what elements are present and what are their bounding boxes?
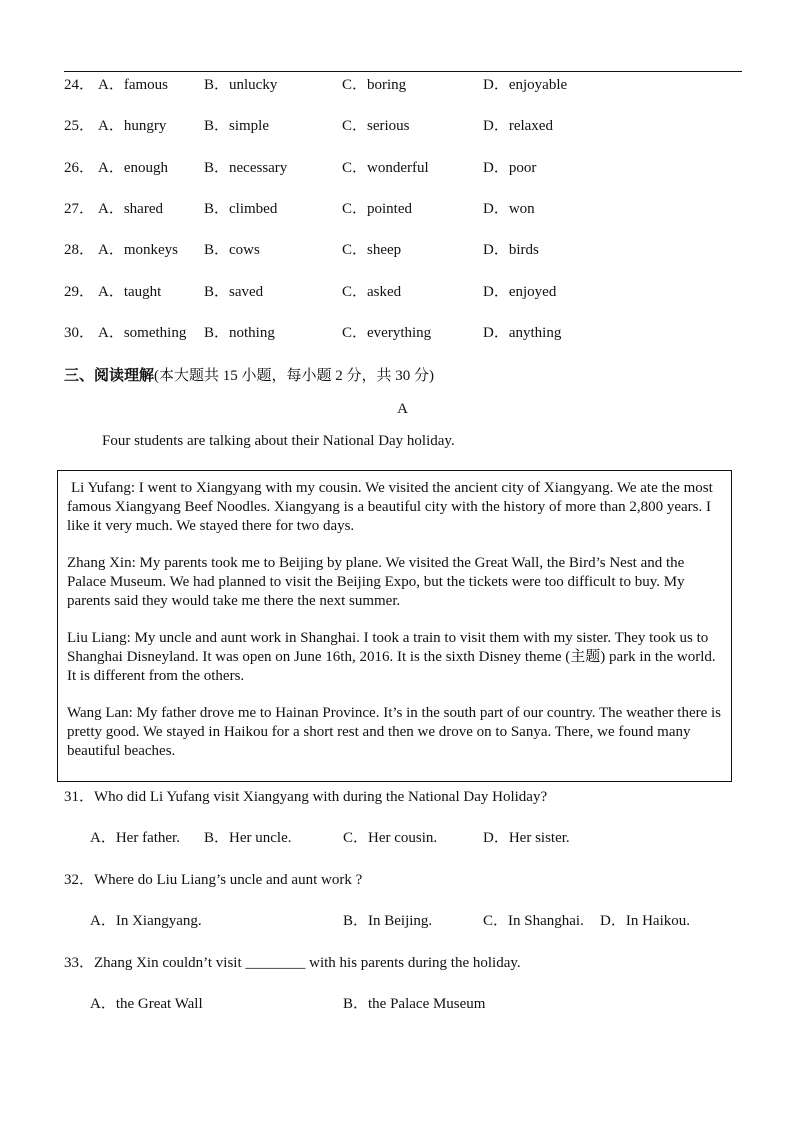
section-note: (本大题共 15 小题，每小题 2 分，共 30 分) — [154, 368, 435, 384]
question-number: 24． — [64, 77, 95, 93]
option-b: B．necessary — [204, 160, 288, 176]
option-b: B．saved — [204, 284, 264, 300]
section-heading — [64, 367, 434, 386]
question-number: 30． — [64, 325, 95, 341]
option-c: C．everything — [342, 325, 432, 341]
passage-paragraph: Liu Liang: My uncle and aunt work in Shanghai. I took a train to visit them with my sister. They took us to Shanghai Disneyland. It was open on June 16th, 2016. It is the sixth Disney theme (主题) park in the world. It is different from the others. — [67, 630, 716, 684]
option-a: A．famous — [98, 77, 168, 93]
option-d: D．poor — [483, 160, 537, 176]
option-a: A．monkeys — [98, 242, 178, 258]
option-a: A．something — [98, 325, 187, 341]
question-number: 25． — [64, 118, 95, 134]
option-c: C．asked — [342, 284, 402, 300]
option-b: B．climbed — [204, 201, 278, 217]
option-c: C．pointed — [342, 201, 412, 217]
question-stem-33: 33．Zhang Xin couldn’t visit ________ with his parents during the holiday. — [64, 955, 521, 971]
q33-option-a: A．the Great Wall — [90, 996, 203, 1012]
option-b: B．simple — [204, 118, 270, 134]
option-b: B．nothing — [204, 325, 275, 341]
option-c: C．wonderful — [342, 160, 429, 176]
q32-option-d: D．In Haikou. — [600, 913, 690, 929]
option-d: D．won — [483, 201, 535, 217]
passage-letter: A — [397, 401, 408, 417]
question-stem-32: 32．Where do Liu Liang’s uncle and aunt work ? — [64, 872, 363, 888]
q31-option-d: D．Her sister. — [483, 830, 570, 846]
option-b: B．unlucky — [204, 77, 278, 93]
option-d: D．enjoyable — [483, 77, 568, 93]
option-c: C．serious — [342, 118, 410, 134]
q31-option-a: A．Her father. — [90, 830, 180, 846]
question-number: 29． — [64, 284, 95, 300]
passage-box — [57, 470, 732, 782]
option-b: B．cows — [204, 242, 260, 258]
question-number: 27． — [64, 201, 95, 217]
passage-paragraph: Li Yufang: I went to Xiangyang with my cousin. We visited the ancient city of Xiangyang. We ate the most famous Xiangyang Beef Noodles. Xiangyang is a beautiful city with the history of more than 2,800 years. I like it very much. We stayed there for two days. — [67, 480, 713, 534]
passage-paragraph: Zhang Xin: My parents took me to Beijing by plane. We visited the Great Wall, the Bird’s Nest and the Palace Museum. We had planned to visit the Beijing Expo, but the tickets were too difficult to buy. My parents said they would take me there the next summer. — [67, 555, 685, 609]
q31-option-c: C．Her cousin. — [343, 830, 438, 846]
q32-option-a: A．In Xiangyang. — [90, 913, 202, 929]
option-d: D．relaxed — [483, 118, 553, 134]
option-a: A．enough — [98, 160, 168, 176]
option-d: D．anything — [483, 325, 562, 341]
option-a: A．taught — [98, 284, 162, 300]
q32-option-b: B．In Beijing. — [343, 913, 433, 929]
option-d: D．birds — [483, 242, 539, 258]
option-a: A．hungry — [98, 118, 167, 134]
option-c: C．sheep — [342, 242, 402, 258]
option-d: D．enjoyed — [483, 284, 557, 300]
passage-intro: Four students are talking about their National Day holiday. — [102, 433, 455, 449]
header-rule — [64, 71, 742, 72]
option-a: A．shared — [98, 201, 163, 217]
question-stem-31: 31．Who did Li Yufang visit Xiangyang with during the National Day Holiday? — [64, 789, 548, 805]
section-title: 三、阅读理解 — [64, 368, 155, 384]
q32-option-c: C．In Shanghai. — [483, 913, 584, 929]
question-number: 28． — [64, 242, 95, 258]
question-number: 26． — [64, 160, 95, 176]
q31-option-b: B．Her uncle. — [204, 830, 292, 846]
option-c: C．boring — [342, 77, 407, 93]
q33-option-b: B．the Palace Museum — [343, 996, 486, 1012]
passage-paragraph: Wang Lan: My father drove me to Hainan Province. It’s in the south part of our country. The weather there is pretty good. We stayed in Haikou for a short rest and then we drove on to Sanya. There, we found many beautiful beaches. — [67, 705, 722, 759]
